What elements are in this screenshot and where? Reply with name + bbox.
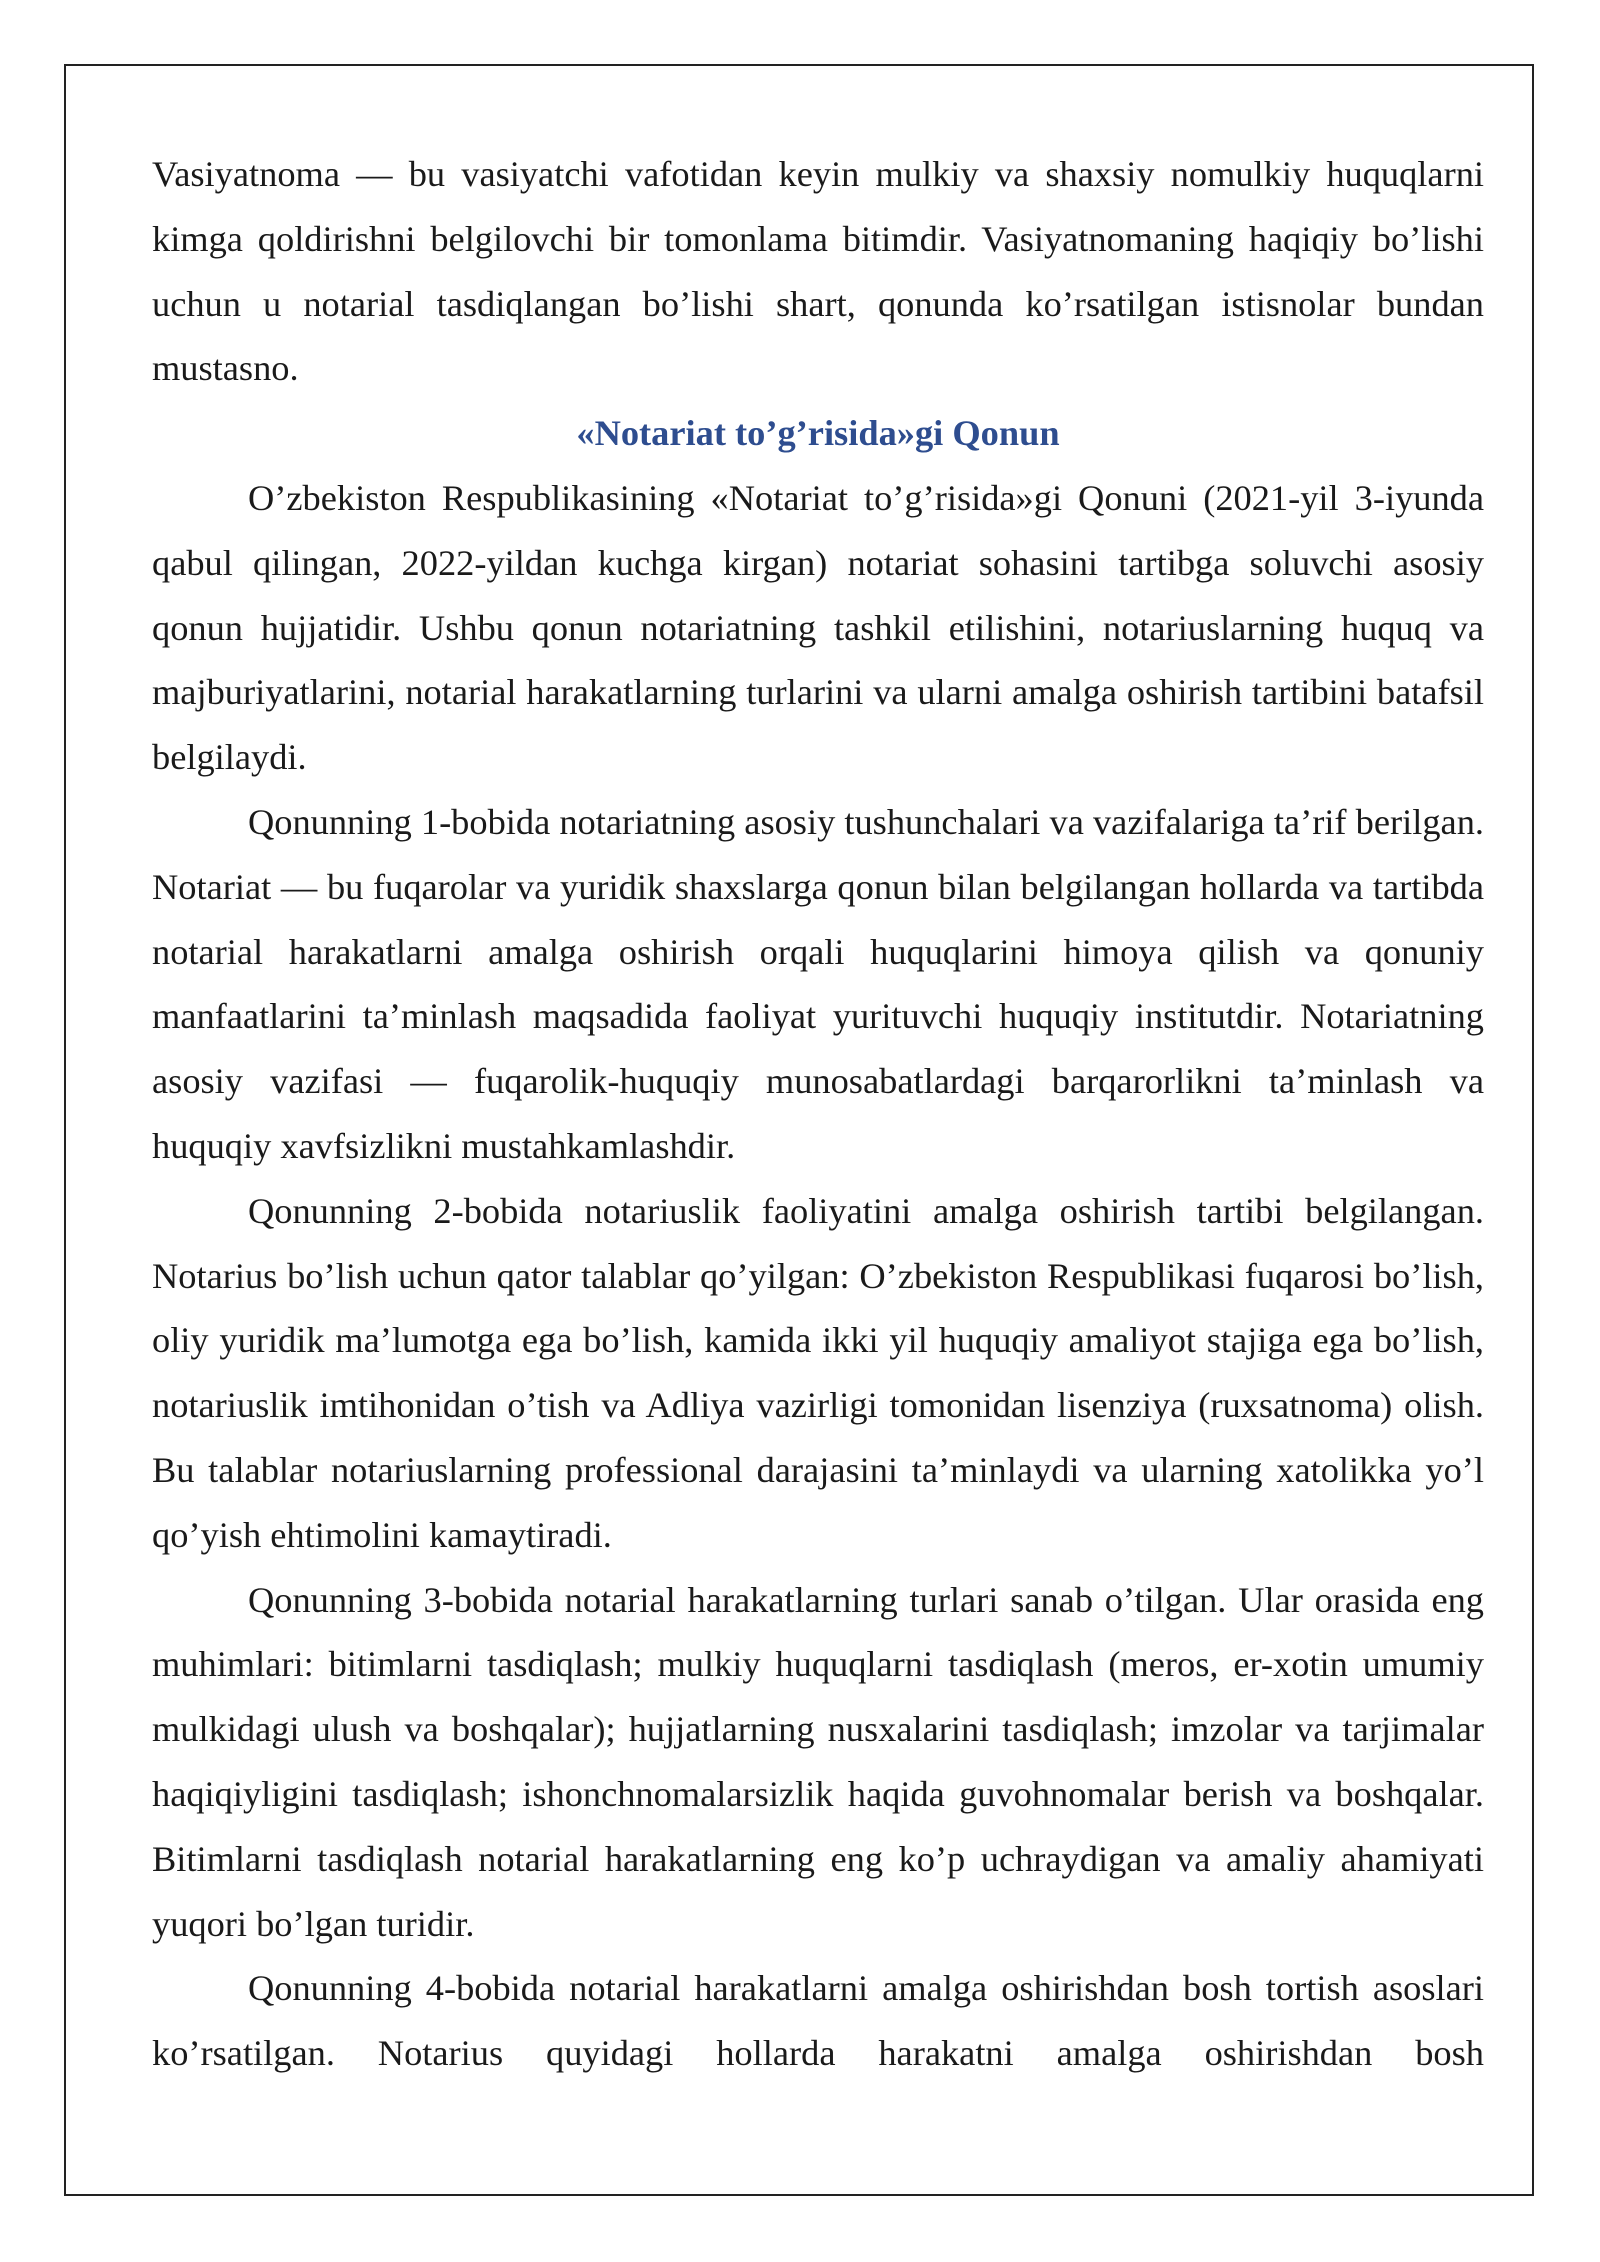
intro-paragraph: Vasiyatnoma — bu vasiyatchi vafotidan keyin mulkiy va shaxsiy nomulkiy huquqlarni kimga qoldirishni belgilovchi bir tomonlama bitimdir. Vasiyatnomaning haqiqiy bo’lishi uchun u notarial tasdiqlangan bo’lishi shart, qonunda ko’rsatilgan istisnolar bundan mustasno. <box>152 154 1484 389</box>
document-body <box>152 142 1484 2086</box>
paragraph-chapter-3: Qonunning 3-bobida notarial harakatlarning turlari sanab o’tilgan. Ular orasida eng muhimlari: bitimlarni tasdiqlash; mulkiy huquqlarni tasdiqlash (meros, er-xotin umumiy mulkidagi ulush va boshqalar); hujjatlarning nusxalarini tasdiqlash; imzolar va tarjimalar haqiqiyligini tasdiqlash; ishonchnomalarsizlik haqida guvohnomalar berish va boshqalar. Bitimlarni tasdiqlash notarial harakatlarning eng ko’p uchraydigan va amaliy ahamiyati yuqori bo’lgan turidir. <box>152 1579 1484 1944</box>
paragraph-chapter-4: Qonunning 4-bobida notarial harakatlarni amalga oshirishdan bosh tortish asoslari ko’rsatilgan. Notarius quyidagi hollarda harakatni amalga oshirishdan bosh <box>152 1968 1484 2074</box>
section-heading: «Notariat to’g’risida»gi Qonun <box>576 413 1060 454</box>
paragraph-law-overview: O’zbekiston Respublikasining «Notariat to’g’risida»gi Qonuni (2021-yil 3-iyunda qabul qilingan, 2022-yildan kuchga kirgan) notariat sohasini tartibga soluvchi asosiy qonun hujjatidir. Ushbu qonun notariatning tashkil etilishini, notariuslarning huquq va majburiyatlarini, notarial harakatlarning turlarini va ularni amalga oshirish tartibini batafsil belgilaydi. <box>152 477 1484 778</box>
paragraph-chapter-2: Qonunning 2-bobida notariuslik faoliyatini amalga oshirish tartibi belgilangan. Notarius bo’lish uchun qator talablar qo’yilgan: O’zbekiston Respublikasi fuqarosi bo’lish, oliy yuridik ma’lumotga ega bo’lish, kamida ikki yil huquqiy amaliyot stajiga ega bo’lish, notariuslik imtihonidan o’tish va Adliya vazirligi tomonidan lisenziya (ruxsatnoma) olish. Bu talablar notariuslarning professional darajasini ta’minlaydi va ularning xatolikka yo’l qo’yish ehtimolini kamaytiradi. <box>152 1190 1484 1555</box>
paragraph-chapter-1: Qonunning 1-bobida notariatning asosiy tushunchalari va vazifalariga ta’rif berilgan. Notariat — bu fuqarolar va yuridik shaxslarga qonun bilan belgilangan hollarda va tartibda notarial harakatlarni amalga oshirish orqali huquqlarini himoya qilish va qonuniy manfaatlarini ta’minlash maqsadida faoliyat yurituvchi huquqiy institutdir. Notariatning asosiy vazifasi — fuqarolik-huquqiy munosabatlardagi barqarorlikni ta’minlash va huquqiy xavfsizlikni mustahkamlashdir. <box>152 801 1484 1166</box>
